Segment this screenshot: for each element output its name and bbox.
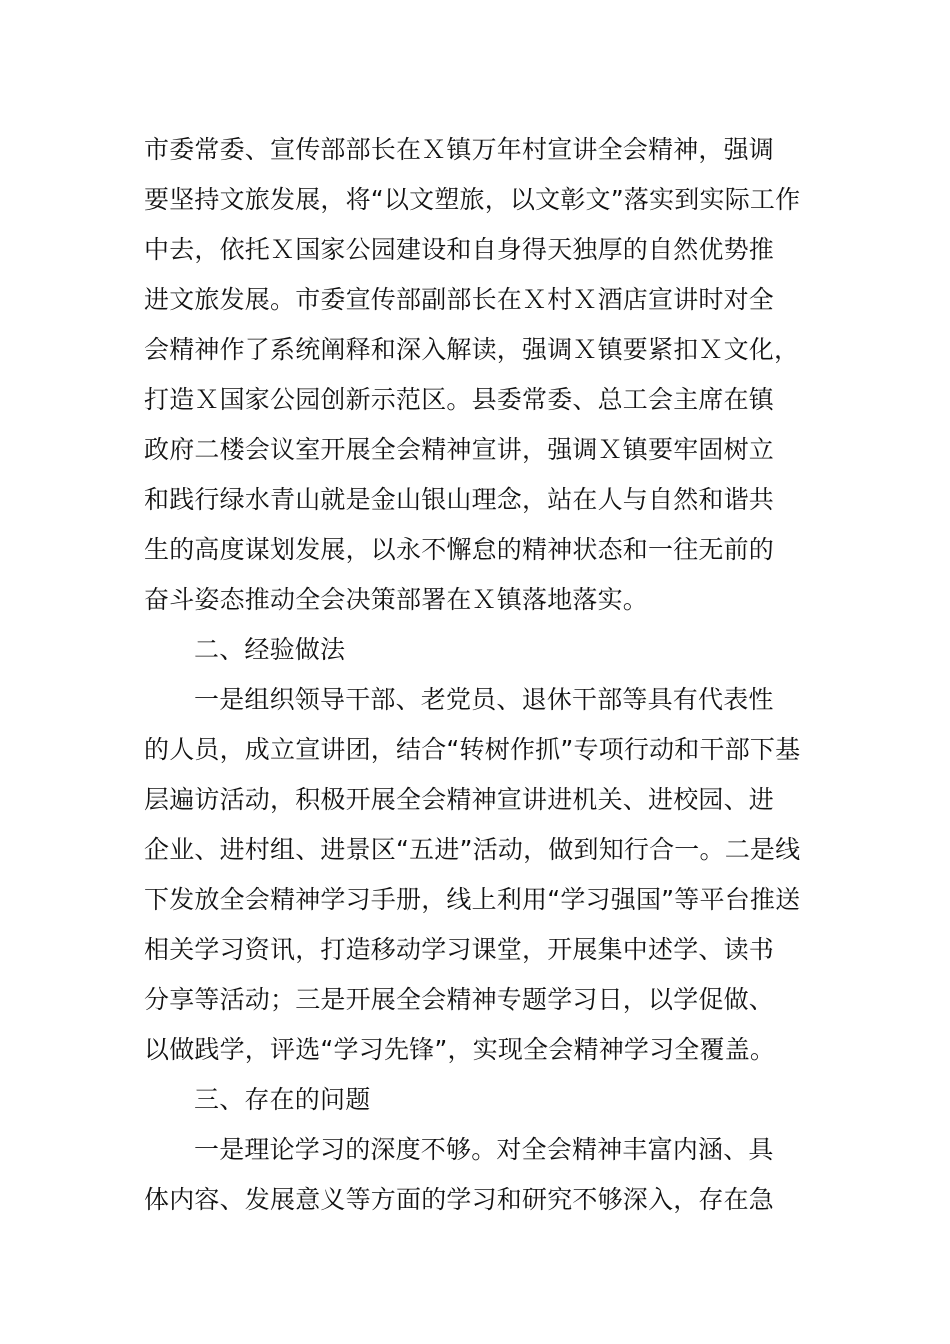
section-heading: 三、存在的问题 xyxy=(194,1085,371,1114)
section-heading: 二、经验做法 xyxy=(194,635,346,664)
paragraph-line: 层遍访活动，积极开展全会精神宣讲进机关、进校园、进 xyxy=(144,785,775,814)
paragraph-line: 企业、进村组、进景区“五进”活动，做到知行合一。二是线 xyxy=(144,835,801,864)
paragraph-line: 的人员，成立宣讲团，结合“转树作抓”专项行动和干部下基 xyxy=(144,735,801,764)
paragraph-line: 会精神作了系统阐释和深入解读，强调Ｘ镇要紧扣Ｘ文化， xyxy=(144,335,800,364)
paragraph-line: 中去，依托Ｘ国家公园建设和自身得天独厚的自然优势推 xyxy=(144,235,775,264)
paragraph-line: 以做践学，评选“学习先锋”，实现全会精神学习全覆盖。 xyxy=(144,1035,776,1064)
paragraph-line: 政府二楼会议室开展全会精神宣讲，强调Ｘ镇要牢固树立 xyxy=(144,435,775,464)
paragraph-line: 打造Ｘ国家公园创新示范区。县委常委、总工会主席在镇 xyxy=(144,385,775,414)
paragraph-line: 相关学习资讯，打造移动学习课堂，开展集中述学、读书 xyxy=(144,935,775,964)
paragraph-line: 一是组织领导干部、老党员、退休干部等具有代表性 xyxy=(194,685,774,714)
paragraph-line: 生的高度谋划发展，以永不懈怠的精神状态和一往无前的 xyxy=(144,535,775,564)
paragraph-line: 一是理论学习的深度不够。对全会精神丰富内涵、具 xyxy=(194,1135,774,1164)
paragraph-line: 体内容、发展意义等方面的学习和研究不够深入，存在急 xyxy=(144,1185,775,1214)
paragraph-line: 和践行绿水青山就是金山银山理念，站在人与自然和谐共 xyxy=(144,485,775,514)
paragraph-line: 奋斗姿态推动全会决策部署在Ｘ镇落地落实。 xyxy=(144,585,649,614)
paragraph-line: 市委常委、宣传部部长在Ｘ镇万年村宣讲全会精神，强调 xyxy=(144,135,775,164)
paragraph-line: 下发放全会精神学习手册，线上利用“学习强国”等平台推送 xyxy=(144,885,801,914)
paragraph-line: 要坚持文旅发展，将“以文塑旅，以文彰文”落实到实际工作 xyxy=(144,185,801,214)
paragraph-line: 进文旅发展。市委宣传部副部长在Ｘ村Ｘ酒店宣讲时对全 xyxy=(144,285,775,314)
paragraph-line: 分享等活动；三是开展全会精神专题学习日，以学促做、 xyxy=(144,985,775,1014)
